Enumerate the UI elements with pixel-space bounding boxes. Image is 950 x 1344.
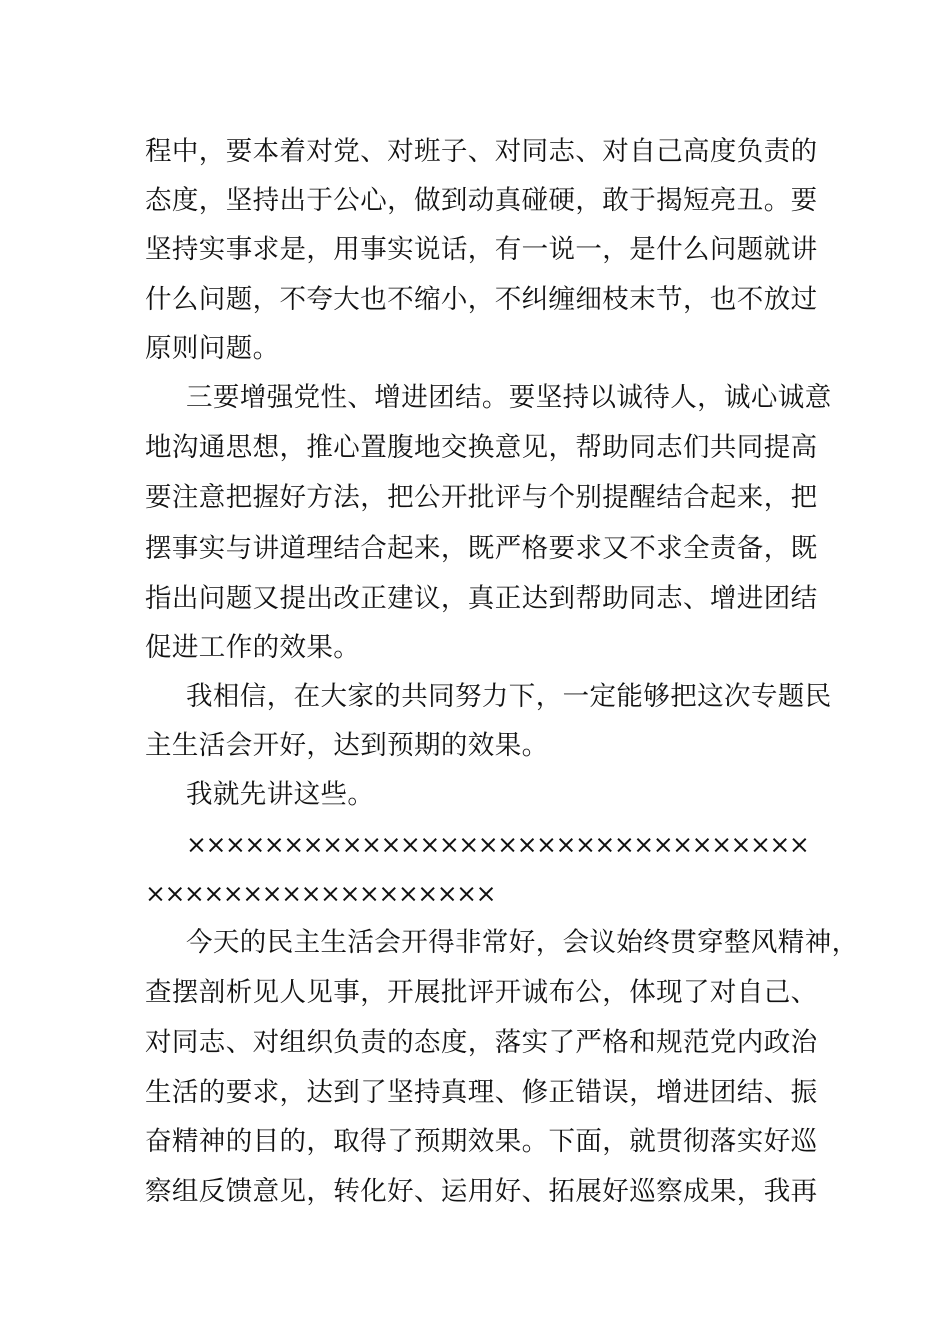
paragraph-first-line: 今天的民主生活会开得非常好，会议始终贯穿整风精神，: [186, 927, 859, 958]
text-line: 生活的要求，达到了坚持真理、修正错误，增进团结、振: [145, 1077, 818, 1108]
text-line: 什么问题，不夸大也不缩小，不纠缠细枝末节，也不放过: [145, 284, 818, 315]
text-line: 要注意把握好方法，把公开批评与个别提醒结合起来，把: [145, 482, 818, 513]
text-line: 态度，坚持出于公心，做到动真碰硬，敢于揭短亮丑。要: [145, 185, 818, 216]
text-line: 坚持实事求是，用事实说话，有一说一，是什么问题就讲: [145, 234, 818, 265]
text-line: 察组反馈意见，转化好、运用好、拓展好巡察成果，我再: [145, 1176, 818, 1207]
text-line: 主生活会开好，达到预期的效果。: [145, 730, 549, 761]
separator-line: ××××××××××××××××××: [145, 879, 496, 908]
paragraph-first-line: 我相信，在大家的共同努力下，一定能够把这次专题民: [186, 681, 832, 712]
text-line: 原则问题。: [145, 333, 280, 364]
text-line: 奋精神的目的，取得了预期效果。下面，就贯彻落实好巡: [145, 1126, 818, 1157]
text-line: 摆事实与讲道理结合起来，既严格要求又不求全责备，既: [145, 533, 818, 564]
text-line: 查摆剖析见人见事，开展批评开诚布公，体现了对自己、: [145, 977, 818, 1008]
text-line: 促进工作的效果。: [145, 632, 361, 663]
paragraph-first-line: 我就先讲这些。: [186, 779, 375, 810]
paragraph-first-line: 三要增强党性、增进团结。要坚持以诚待人，诚心诚意: [186, 382, 832, 413]
text-line: 地沟通思想，推心置腹地交换意见，帮助同志们共同提高: [145, 432, 818, 463]
text-line: 程中，要本着对党、对班子、对同志、对自己高度负责的: [145, 136, 818, 167]
separator-line: ××××××××××××××××××××××××××××××××: [186, 830, 809, 859]
text-line: 指出问题又提出改正建议，真正达到帮助同志、增进团结: [145, 583, 818, 614]
text-line: 对同志、对组织负责的态度，落实了严格和规范党内政治: [145, 1027, 818, 1058]
